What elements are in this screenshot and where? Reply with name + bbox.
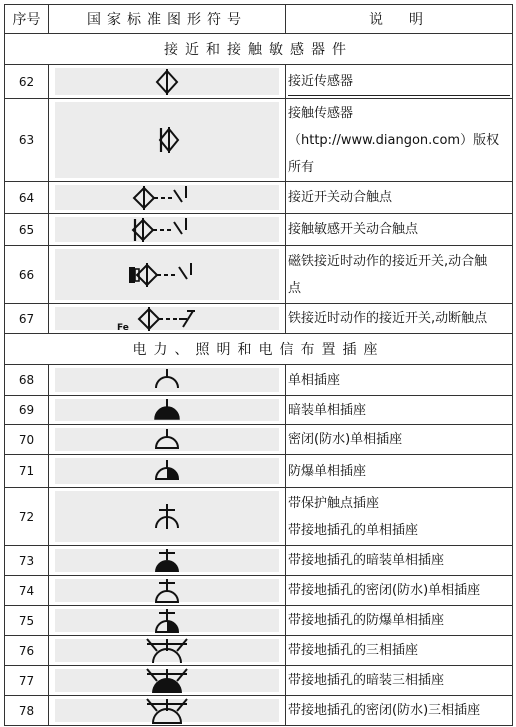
table-row <box>5 576 513 606</box>
description-line: 接触敏感开关动合触点 <box>288 222 419 237</box>
description-line: 暗装单相插座 <box>288 402 367 418</box>
description-cell <box>286 425 513 455</box>
section-row <box>5 34 513 65</box>
description-cell <box>286 182 513 214</box>
description-cell <box>286 666 513 696</box>
description-line: 带接地插孔的暗装三相插座 <box>288 673 445 688</box>
proximity-sensor-icon <box>147 68 187 96</box>
header-symbol: 国家标准图形符号 <box>49 5 286 34</box>
table-row <box>5 425 513 455</box>
description-cell <box>286 488 513 546</box>
magnet-proximity-switch-icon <box>127 260 207 290</box>
symbol-cell <box>49 365 286 396</box>
table-row <box>5 606 513 636</box>
description-line: 单相插座 <box>288 372 341 388</box>
description-cell <box>286 365 513 396</box>
description-line: 带接地插孔的单相插座 <box>288 522 419 538</box>
row-number: 62 <box>5 65 49 99</box>
table-row <box>5 365 513 396</box>
symbol-cell <box>49 99 286 182</box>
table-row <box>5 455 513 488</box>
row-number: 65 <box>5 214 49 246</box>
symbol-cell <box>49 455 286 488</box>
symbol-cell <box>49 246 286 304</box>
symbol-cell <box>49 636 286 666</box>
header-index: 序号 <box>5 5 49 34</box>
row-number: 63 <box>5 99 49 182</box>
symbol-cell <box>49 666 286 696</box>
symbol-cell <box>49 65 286 99</box>
table-row <box>5 666 513 696</box>
proximity-switch-make-icon <box>132 184 202 212</box>
row-number: 76 <box>5 636 49 666</box>
sealed-earthed-three-phase-socket-icon <box>143 697 191 725</box>
contact-switch-make-icon <box>130 216 204 244</box>
symbol-cell <box>49 576 286 606</box>
table-row <box>5 246 513 304</box>
description-cell <box>286 214 513 246</box>
table-row <box>5 99 513 182</box>
description-cell <box>286 246 513 304</box>
row-number: 75 <box>5 606 49 636</box>
symbol-cell <box>49 546 286 576</box>
section-title: 接近和接触敏感器件 <box>5 34 513 65</box>
row-number: 72 <box>5 488 49 546</box>
table-row <box>5 488 513 546</box>
description-line: 接近传感器 <box>288 68 510 96</box>
symbol-cell <box>49 488 286 546</box>
header-description: 说 明 <box>286 5 513 34</box>
description-line: （http://www.diangon.com）版权 <box>288 132 500 148</box>
description-cell <box>286 576 513 606</box>
table-row <box>5 696 513 726</box>
row-number: 70 <box>5 425 49 455</box>
description-cell <box>286 636 513 666</box>
earthed-three-phase-socket-icon <box>143 637 191 665</box>
row-number: 68 <box>5 365 49 396</box>
description-line: 防爆单相插座 <box>288 463 367 479</box>
row-number: 73 <box>5 546 49 576</box>
description-line: 所有 <box>288 159 315 175</box>
flush-earthed-socket-icon <box>152 548 182 574</box>
description-cell <box>286 546 513 576</box>
description-cell <box>286 65 513 99</box>
symbol-cell <box>49 182 286 214</box>
row-number: 64 <box>5 182 49 214</box>
section-row <box>5 334 513 365</box>
description-line: 带接地插孔的密闭(防水)单相插座 <box>288 583 481 598</box>
description-cell <box>286 455 513 488</box>
description-line: 带接地插孔的三相插座 <box>288 643 419 658</box>
row-number: 74 <box>5 576 49 606</box>
section-title: 电力、照明和电信布置插座 <box>5 334 513 365</box>
row-number: 77 <box>5 666 49 696</box>
table-row <box>5 214 513 246</box>
description-line: 带接地插孔的密闭(防水)三相插座 <box>288 703 481 718</box>
explosion-proof-earthed-socket-icon <box>152 608 182 634</box>
description-cell <box>286 696 513 726</box>
description-line: 密闭(防水)单相插座 <box>288 432 403 447</box>
description-line: 接触传感器 <box>288 105 354 121</box>
flush-earthed-three-phase-socket-icon <box>143 667 191 695</box>
header-row <box>5 5 513 34</box>
table-row <box>5 304 513 334</box>
single-phase-socket-icon <box>152 368 182 392</box>
description-line: 带接地插孔的防爆单相插座 <box>288 613 445 628</box>
description-cell <box>286 99 513 182</box>
flush-single-phase-socket-icon <box>152 398 182 422</box>
symbol-cell <box>49 696 286 726</box>
description-cell <box>286 396 513 425</box>
symbol-cell <box>49 304 286 334</box>
description-cell <box>286 606 513 636</box>
symbol-label-fe: Fe <box>117 322 129 333</box>
description-cell <box>286 304 513 334</box>
symbol-cell <box>49 396 286 425</box>
description-line: 点 <box>288 280 302 296</box>
row-number: 71 <box>5 455 49 488</box>
table-row <box>5 546 513 576</box>
description-line: 带接地插孔的暗装单相插座 <box>288 553 445 568</box>
table-row <box>5 182 513 214</box>
description-line: 铁接近时动作的接近开关,动断触点 <box>288 311 488 326</box>
row-number: 66 <box>5 246 49 304</box>
socket-protective-contact-icon <box>152 502 182 532</box>
symbol-cell <box>49 214 286 246</box>
explosion-proof-single-phase-socket-icon <box>152 459 182 483</box>
table-row <box>5 636 513 666</box>
sealed-earthed-socket-icon <box>152 578 182 604</box>
symbol-cell <box>49 606 286 636</box>
row-number: 78 <box>5 696 49 726</box>
contact-sensor-icon <box>147 125 187 155</box>
description-line: 磁铁接近时动作的接近开关,动合触 <box>288 253 488 269</box>
row-number: 69 <box>5 396 49 425</box>
symbol-cell <box>49 425 286 455</box>
sealed-single-phase-socket-icon <box>152 428 182 452</box>
table-row <box>5 65 513 99</box>
description-line: 带保护触点插座 <box>288 495 380 511</box>
symbol-table <box>4 4 513 726</box>
iron-proximity-switch-icon <box>117 305 217 333</box>
description-line: 接近开关动合触点 <box>288 190 393 205</box>
row-number: 67 <box>5 304 49 334</box>
table-row <box>5 396 513 425</box>
